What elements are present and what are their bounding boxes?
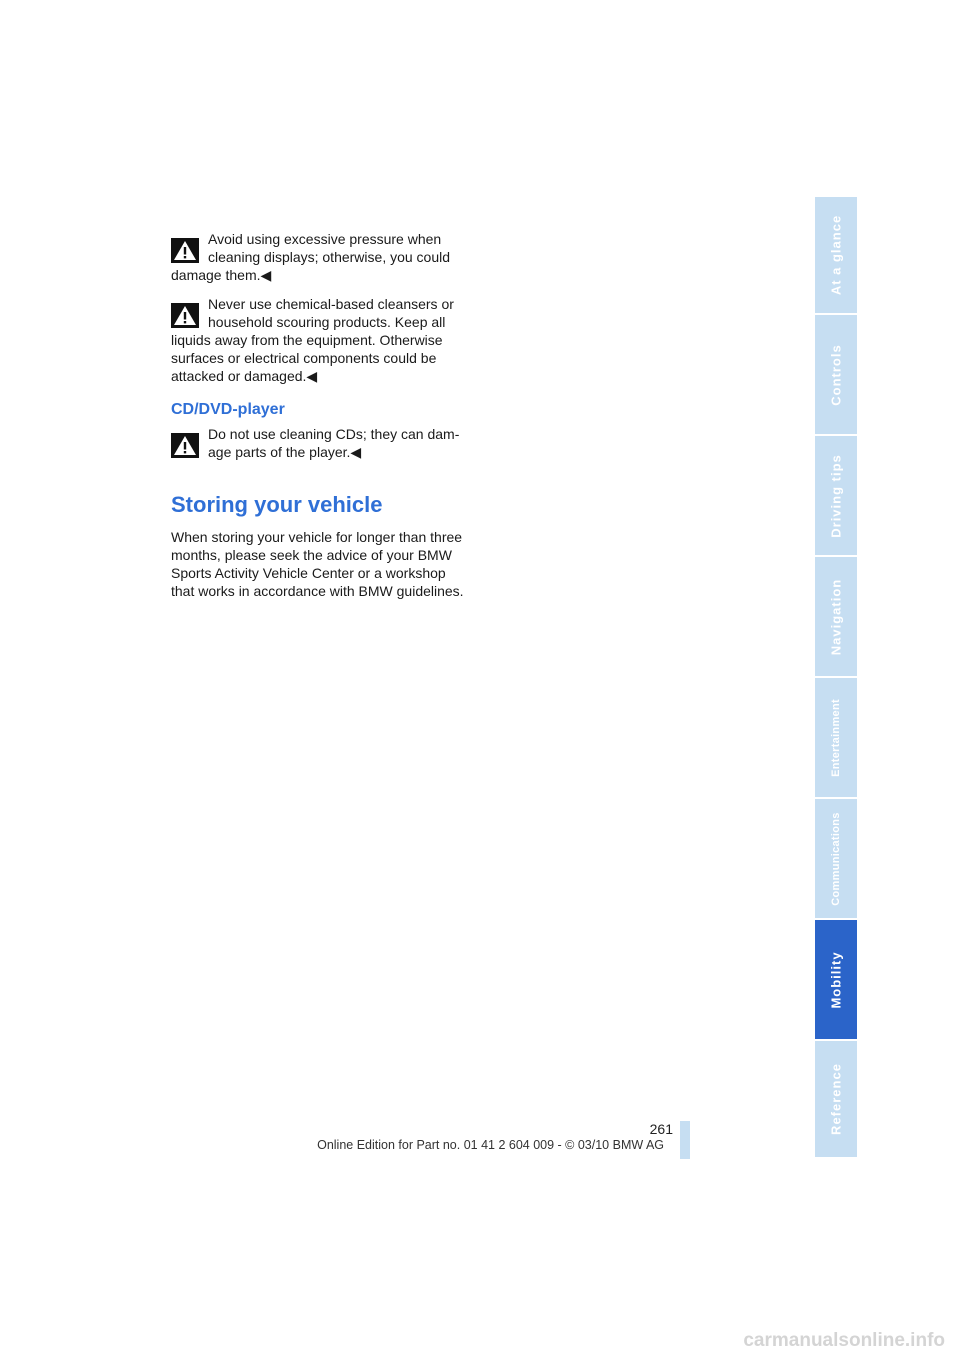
tab-entertainment[interactable]: Entertainment	[815, 678, 857, 799]
warning-triangle-icon	[171, 238, 199, 263]
warning-triangle-icon	[171, 433, 199, 458]
warning-text: Avoid using excessive pressure when cleaning displays; otherwise, you could damage them.◀	[171, 231, 451, 283]
cd-dvd-heading: CD/DVD-player	[171, 401, 285, 418]
tab-controls[interactable]: Controls	[815, 315, 857, 436]
tab-driving-tips[interactable]: Driving tips	[815, 436, 857, 557]
tab-navigation[interactable]: Navigation	[815, 557, 857, 678]
storing-heading: Storing your vehicle	[171, 492, 383, 517]
main-content	[171, 230, 471, 600]
tab-at-a-glance[interactable]: At a glance	[815, 197, 857, 315]
footer-edition: Online Edition for Part no. 01 41 2 604 009 - © 03/10 BMW AG	[317, 1138, 664, 1152]
page-number: 261	[649, 1121, 673, 1137]
watermark: carmanualsonline.info	[743, 1330, 945, 1351]
warning-text: Never use chemical-based cleansers or household scouring products. Keep all liquids away from the equipment. Otherwise surfaces or electrical components could be attacked or damaged.◀	[171, 296, 454, 384]
warning-text: Do not use cleaning CDs; they can dam-age parts of the player.◀	[208, 426, 460, 460]
tab-reference[interactable]: Reference	[815, 1041, 857, 1159]
tab-communications[interactable]: Communications	[815, 799, 857, 920]
tab-mobility[interactable]: Mobility	[815, 920, 857, 1041]
storing-body: When storing your vehicle for longer than three months, please seek the advice of your BMW Sports Activity Vehicle Center or a workshop that works in accordance with BMW guidelines.	[171, 529, 464, 599]
chapter-tabs	[815, 197, 857, 1159]
warning-note-cd	[171, 425, 471, 461]
warning-triangle-icon	[171, 303, 199, 328]
warning-note-displays	[171, 230, 471, 284]
page-number-bar	[680, 1121, 690, 1159]
warning-note-cleansers	[171, 295, 471, 385]
